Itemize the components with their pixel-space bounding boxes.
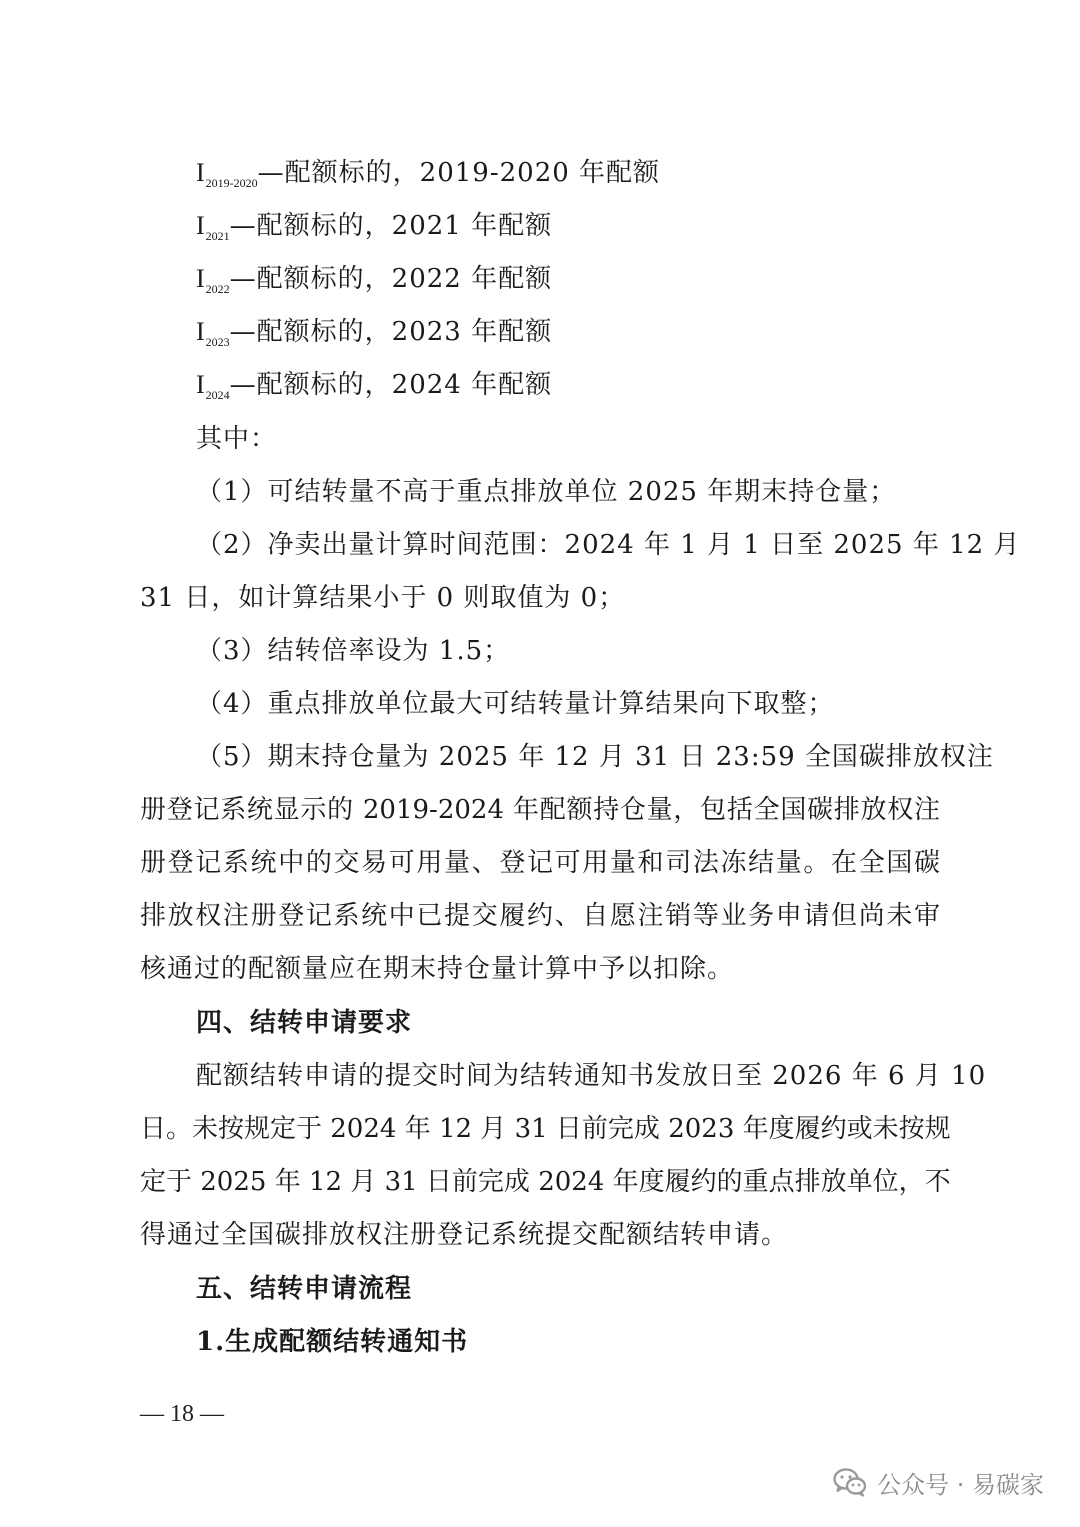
definition-text: —配额标的，2019-2020 年配额	[257, 158, 661, 188]
note-5-line-2: 册登记系统显示的 2019-2024 年配额持仓量，包括全国碳排放权注	[140, 795, 940, 825]
definition-symbol: I	[196, 158, 206, 187]
section-4-heading: 四、结转申请要求	[196, 1008, 413, 1038]
definition-2019-2020	[196, 156, 660, 200]
section-4-line-4: 得通过全国碳排放权注册登记系统提交配额结转申请。	[140, 1220, 789, 1250]
definition-2023	[196, 315, 552, 359]
definition-2024	[196, 368, 552, 412]
note-5-line-1: （5）期末持仓量为 2025 年 12 月 31 日 23:59 全国碳排放权注	[196, 742, 994, 772]
wechat-icon	[833, 1467, 867, 1497]
section-5-heading: 五、结转申请流程	[196, 1274, 413, 1304]
note-5-line-3: 册登记系统中的交易可用量、登记可用量和司法冻结量。在全国碳	[140, 848, 940, 878]
note-3: （3）结转倍率设为 1.5；	[196, 636, 511, 666]
definition-text: —配额标的，2022 年配额	[229, 264, 553, 294]
definition-symbol: I	[196, 370, 206, 399]
definition-subscript: 2021	[205, 229, 230, 243]
section-4-line-3: 定于 2025 年 12 月 31 日前完成 2024 年度履约的重点排放单位，不	[140, 1167, 951, 1197]
definition-2021	[196, 209, 552, 253]
notes-intro: 其中：	[196, 424, 278, 454]
note-1: （1）可结转量不高于重点排放单位 2025 年期末持仓量；	[196, 477, 897, 507]
page-number: — 18 —	[140, 1401, 224, 1427]
note-5-line-5: 核通过的配额量应在期末持仓量计算中予以扣除。	[140, 954, 735, 984]
note-2-line-2: 31 日，如计算结果小于 0 则取值为 0；	[140, 583, 626, 613]
definition-subscript: 2023	[205, 335, 230, 349]
watermark	[833, 1462, 1044, 1502]
definition-text: —配额标的，2023 年配额	[229, 317, 553, 347]
note-4: （4）重点排放单位最大可结转量计算结果向下取整；	[196, 689, 835, 719]
definition-symbol: I	[196, 264, 206, 293]
definition-subscript: 2024	[205, 388, 230, 402]
definition-subscript: 2022	[205, 282, 230, 296]
watermark-text: 公众号 · 易碳家	[877, 1470, 1044, 1499]
definition-symbol: I	[196, 211, 206, 240]
note-2-line-1: （2）净卖出量计算时间范围：2024 年 1 月 1 日至 2025 年 12 月	[196, 530, 1021, 560]
note-5-line-4: 排放权注册登记系统中已提交履约、自愿注销等业务申请但尚未审	[140, 901, 940, 931]
section-4-line-2: 日。未按规定于 2024 年 12 月 31 日前完成 2023 年度履约或未按规	[140, 1114, 951, 1144]
definition-2022	[196, 262, 552, 306]
definition-symbol: I	[196, 317, 206, 346]
definition-text: —配额标的，2024 年配额	[229, 370, 553, 400]
definition-subscript: 2019-2020	[205, 176, 258, 190]
section-4-line-1: 配额结转申请的提交时间为结转通知书发放日至 2026 年 6 月 10	[196, 1061, 987, 1091]
definition-text: —配额标的，2021 年配额	[229, 211, 553, 241]
section-5-sub-1: 1.生成配额结转通知书	[196, 1327, 469, 1357]
